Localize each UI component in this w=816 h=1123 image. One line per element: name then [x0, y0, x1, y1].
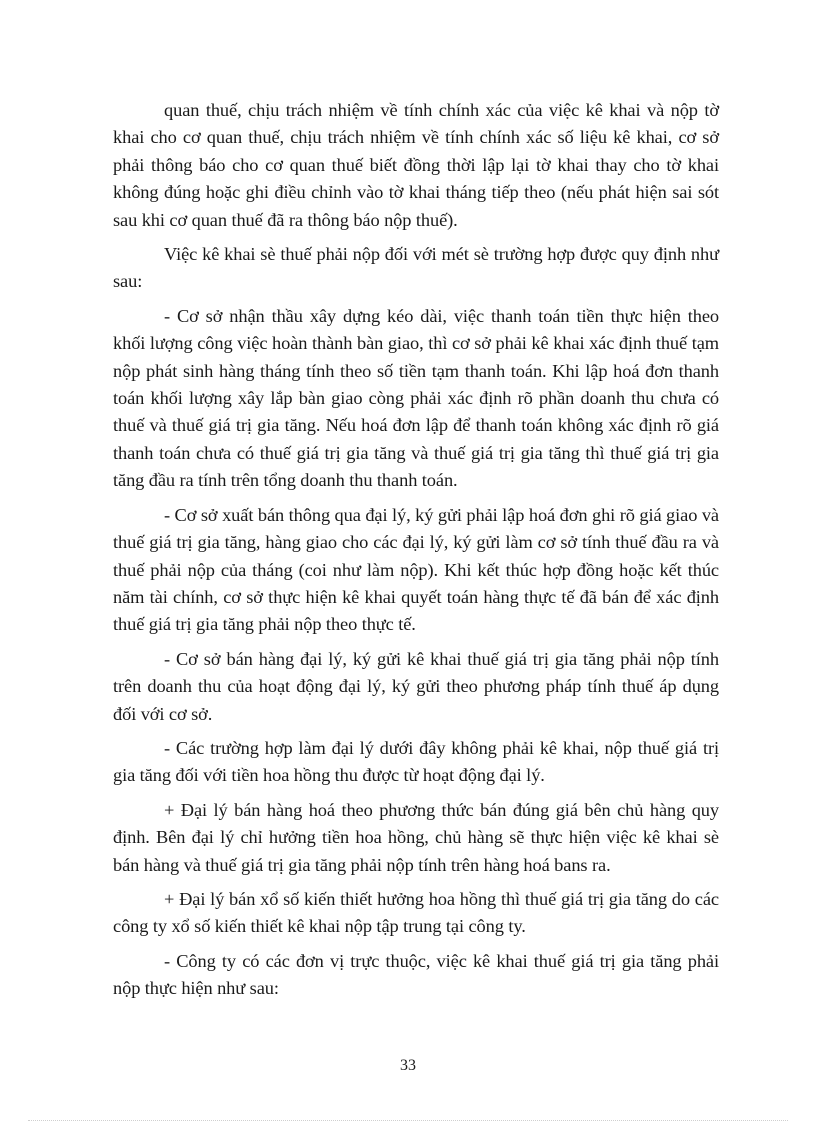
paragraph-agency-declaration: - Cơ sở bán hàng đại lý, ký gửi kê khai thuế giá trị gia tăng phải nộp tính trên doanh thu của hoạt động đại lý, ký gửi theo phương pháp tính thuế áp dụng đối với cơ sở. [113, 648, 719, 724]
paragraph-fixed-price-agent: + Đại lý bán hàng hoá theo phương thức bán đúng giá bên chủ hàng quy định. Bên đại lý chỉ hưởng tiền hoa hồng, chủ hàng sẽ thực hiện việc kê khai sè bán hàng và thuế giá trị gia tăng phải nộp tính trên hàng hoá bans ra. [113, 799, 719, 875]
paragraph-agency-sales: - Cơ sở xuất bán thông qua đại lý, ký gửi phải lập hoá đơn ghi rõ giá giao và thuế giá trị gia tăng, hàng giao cho các đại lý, ký gửi làm cơ sở tính thuế đầu ra và thuế phải nộp của tháng (coi như làm nộp). Khi kết thúc hợp đồng hoặc kết thúc năm tài chính, cơ sở thực hiện kê khai quyết toán hàng thực tế đã bán để xác định thuế giá trị gia tăng phải nộp theo thực tế. [113, 504, 719, 635]
paragraph-subsidiaries: - Công ty có các đơn vị trực thuộc, việc kê khai thuế giá trị gia tăng phải nộp thực hiện như sau: [113, 950, 719, 999]
document-body [113, 97, 719, 1010]
paragraph-construction: - Cơ sở nhận thầu xây dựng kéo dài, việc thanh toán tiền thực hiện theo khối lượng công việc hoàn thành bàn giao, thì cơ sở phải kê khai xác định thuế tạm nộp phát sinh hàng tháng tính theo số tiền tạm thanh toán. Khi lập hoá đơn thanh toán khối lượng xây lắp bàn giao còng phải xác định rõ phần doanh thu chưa có thuế và thuế giá trị gia tăng. Nếu hoá đơn lập để thanh toán không xác định rõ giá thanh toán chưa có thuế giá trị gia tăng và thuế giá trị gia tăng thì thuế giá trị gia tăng đầu ra tính trên tổng doanh thu thanh toán. [113, 305, 719, 491]
paragraph-exempt-cases: - Các trường hợp làm đại lý dưới đây không phải kê khai, nộp thuế giá trị gia tăng đối với tiền hoa hồng thu được từ hoạt động đại lý. [113, 737, 719, 786]
paragraph-lottery-agent: + Đại lý bán xổ số kiến thiết hưởng hoa hồng thì thuế giá trị gia tăng do các công ty xổ số kiến thiết kê khai nộp tập trung tại công ty. [113, 888, 719, 937]
footer-divider [28, 1120, 788, 1121]
paragraph-intro: Việc kê khai sè thuế phải nộp đối với mét sè trường hợp được quy định như sau: [113, 244, 719, 292]
paragraph-continuation: quan thuế, chịu trách nhiệm về tính chính xác của việc kê khai và nộp tờ khai cho cơ quan thuế, chịu trách nhiệm về tính chính xác số liệu kê khai, cơ sở phải thông báo cho cơ quan thuế biết đồng thời lập lại tờ khai thay cho tờ khai không đúng hoặc ghi điều chỉnh vào tờ khai tháng tiếp theo (nếu phát hiện sai sót sau khi cơ quan thuế đã ra thông báo nộp thuế). [113, 100, 719, 230]
page-number: 33 [400, 1057, 416, 1074]
